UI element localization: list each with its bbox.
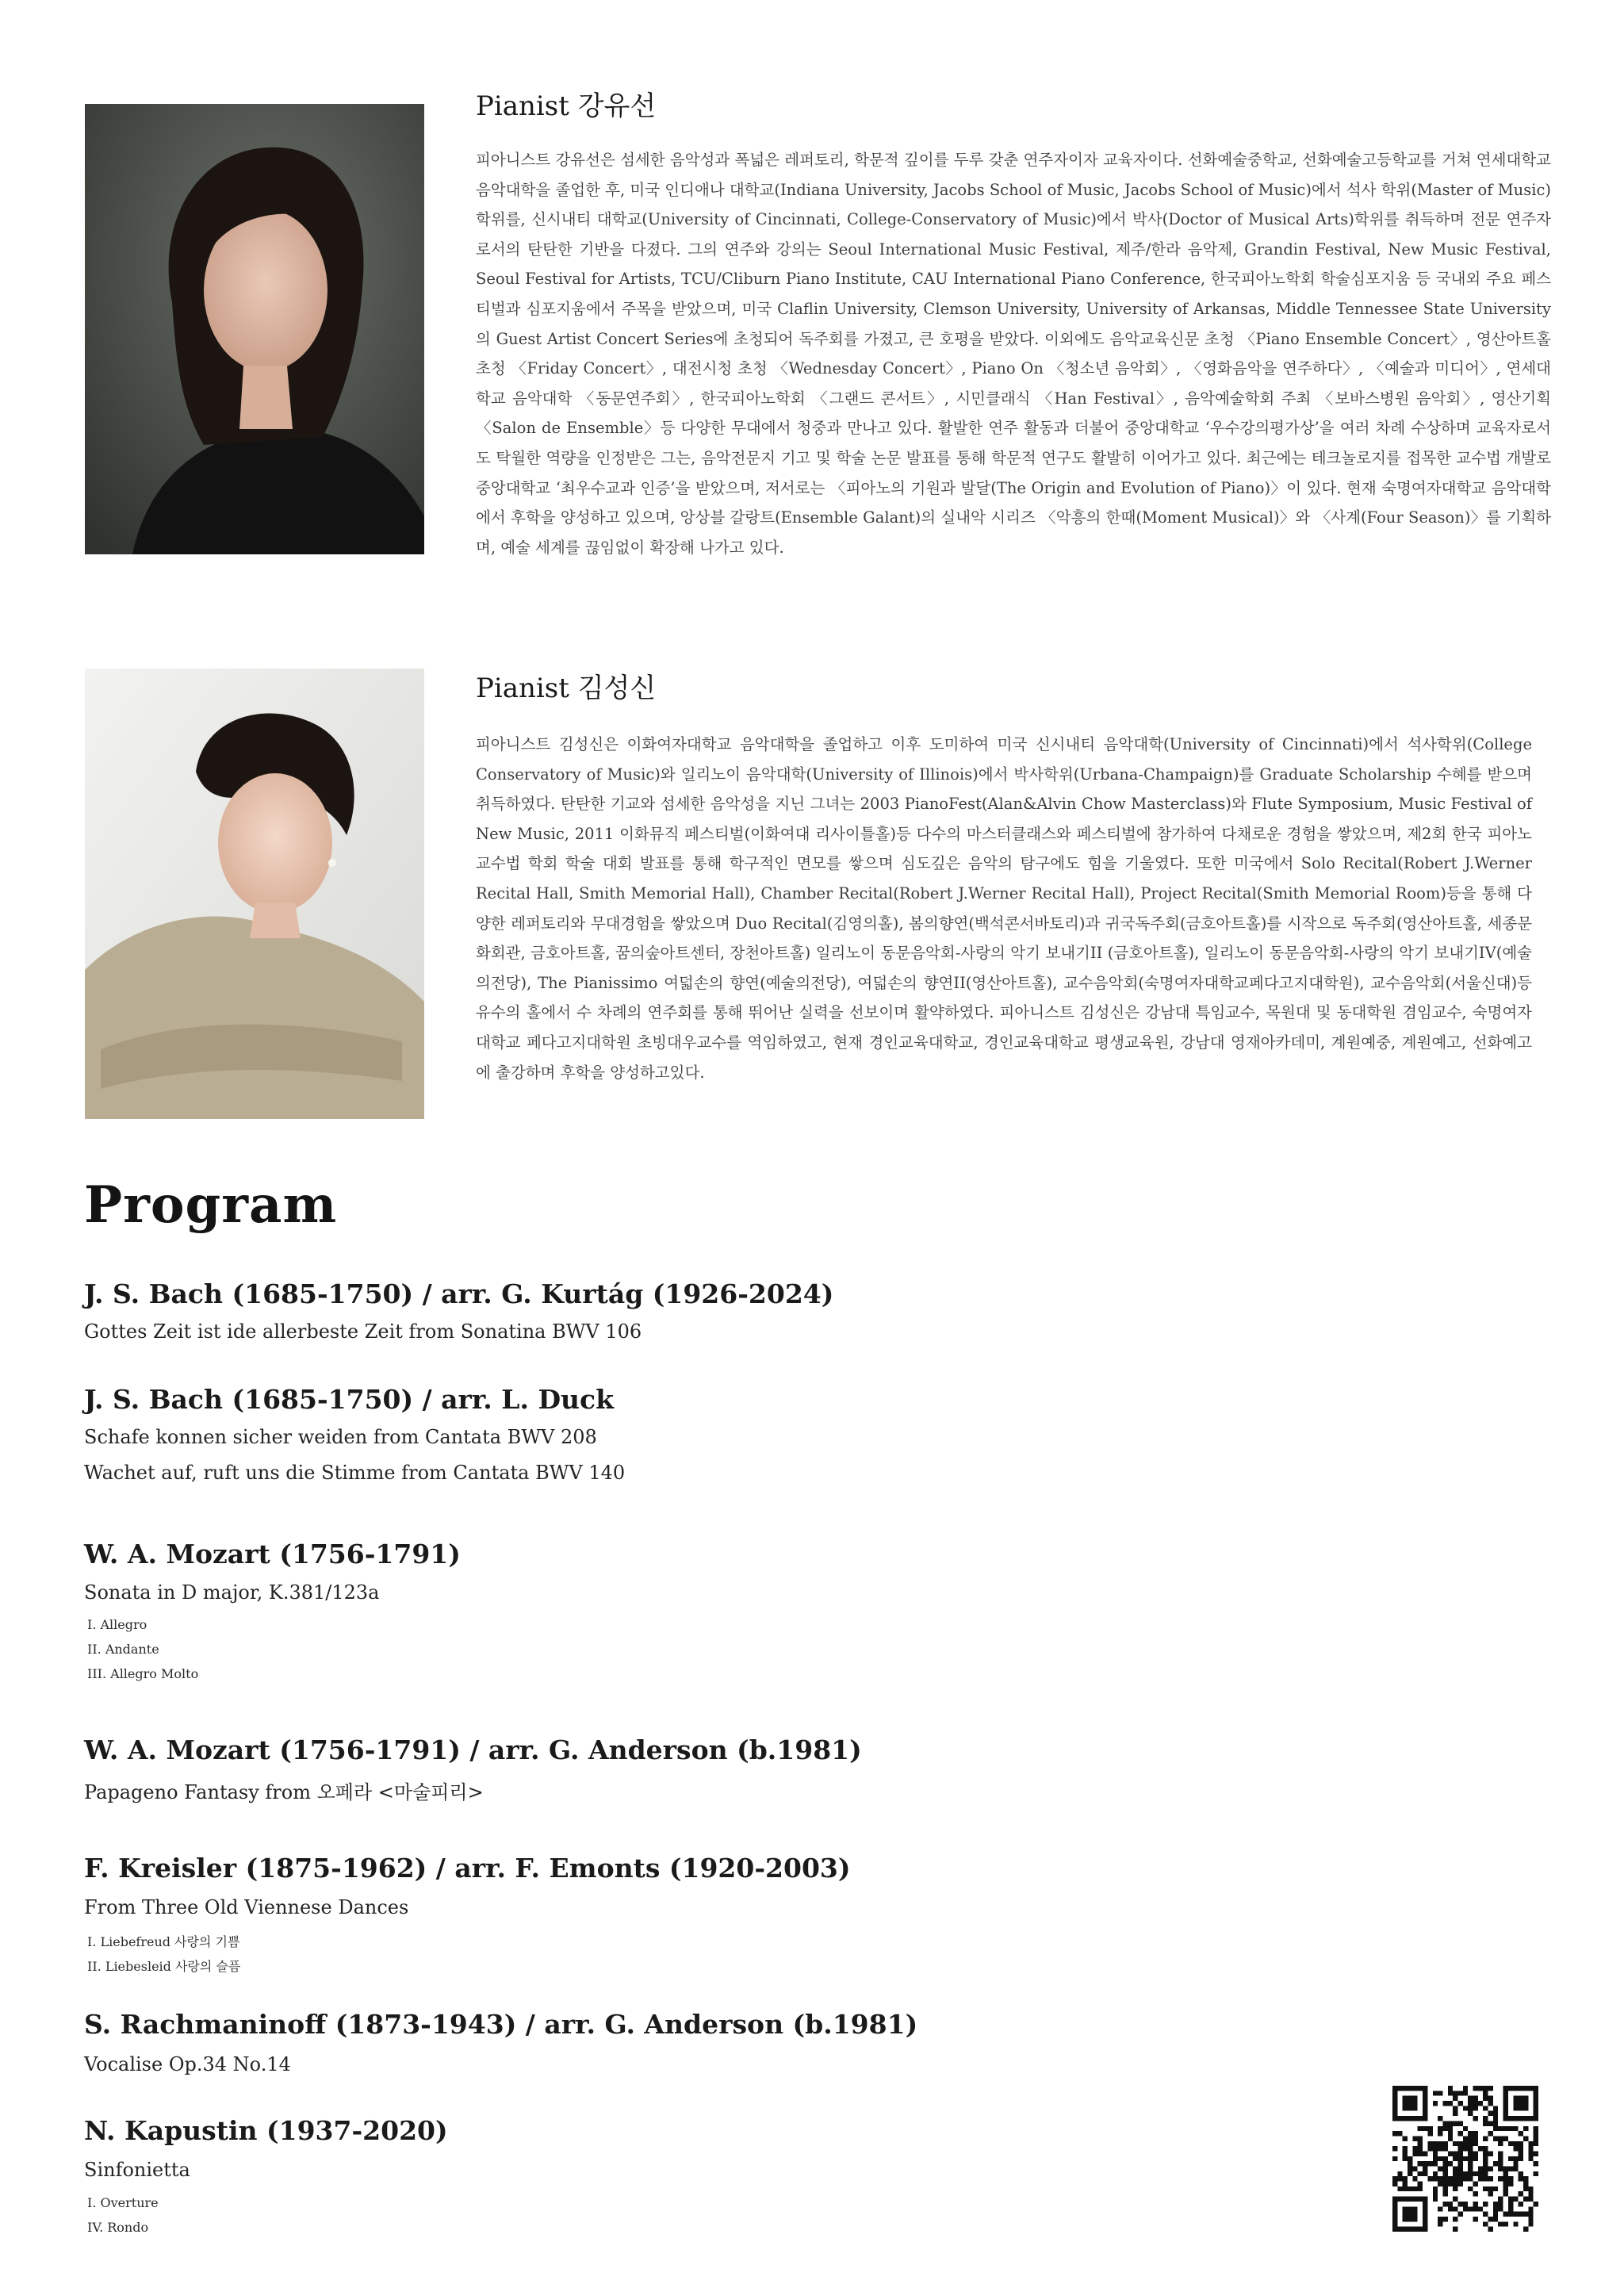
piece-work: Schafe konnen sicher weiden from Cantata BWV 208 [84,1426,597,1448]
piece-movement: II. Liebesleid 사랑의 슬픔 [87,1959,241,1974]
performer-name-kang: Pianist 강유선 [476,90,657,122]
piece-work: Wachet auf, ruft uns die Stimme from Cantata BWV 140 [84,1462,626,1484]
piece-work: Gottes Zeit ist ide allerbeste Zeit from Sonatina BWV 106 [84,1320,642,1343]
piece-composer: J. S. Bach (1685-1750) / arr. G. Kurtág (1926-2024) [84,1278,834,1309]
program-title: Program [84,1175,338,1235]
piece-composer: W. A. Mozart (1756-1791) / arr. G. Anderson (b.1981) [84,1734,862,1765]
piece-work: Sonata in D major, K.381/123a [84,1581,380,1604]
piece-work: Papageno Fantasy from 오페라 <마술피리> [84,1781,484,1803]
performer-bio-kang: 피아니스트 강유선은 섬세한 음악성과 폭넓은 레퍼토리, 학문적 깊이를 두루 갖춘 연주자이자 교육자이다. 선화예술중학교, 선화예술고등학교를 거쳐 연세대학교 음악대학을 졸업한 후, 미국 인디애나 대학교(Indiana University, Jacobs School of Music, Jacobs School of Music)에서 석사 학위(Master of Music)학위를, 신시내티 대학교(University of Cincinnati, College-Conservatory of Music)에서 박사(Doctor of Musical Arts)학위를 취득하며 전문 연주자로서의 탄탄한 기반을 다졌다. 그의 연주와 강의는 Seoul International Music Festival, 제주/한라 음악제, Grandin Festival, New Music Festival, Seoul Festival for Artists, TCU/Cliburn Piano Institute, CAU International Piano Conference, 한국피아노학회 학술심포지움 등 국내외 주요 페스티벌과 심포지움에서 주목을 받았으며, 미국 Claflin University, Clemson University, University of Arkansas, Middle Tennessee State University의 Guest Artist Concert Series에 초청되어 독주회를 가졌고, 큰 호평을 받았다. 이외에도 음악교육신문 초청 〈Piano Ensemble Concert〉, 영산아트홀 초청 〈Friday Concert〉, 대전시청 초청 〈Wednesday Concert〉, Piano On 〈청소년 음악회〉, 〈영화음악을 연주하다〉, 〈예술과 미디어〉, 연세대학교 음악대학 〈동문연주회〉, 한국피아노학회 〈그랜드 콘서트〉, 시민클래식 〈Han Festival〉, 음악예술학회 주최 〈보바스병원 음악회〉, 영산기획 〈Salon de Ensemble〉등 다양한 무대에서 청중과 만나고 있다. 활발한 연주 활동과 더불어 중앙대학교 ‘우수강의평가상’을 여러 차례 수상하며 교육자로서도 탁월한 역량을 인정받은 그는, 음악전문지 기고 및 학술 논문 발표를 통해 학문적 연구도 활발히 이어가고 있다. 최근에는 테크놀로지를 접목한 교수법 개발로 중앙대학교 ‘최우수교과 인증’을 받았으며, 저서로는 〈피아노의 기원과 발달(The Origin and Evolution of Piano)〉이 있다. 현재 숙명여자대학교 음악대학에서 후학을 양성하고 있으며, 앙상블 갈랑트(Ensemble Galant)의 실내악 시리즈 〈악흥의 한때(Moment Musical)〉와 〈사계(Four Season)〉를 기획하며, 예술 세계를 끊임없이 확장해 나가고 있다. [476,151,1551,557]
qr-code-icon[interactable] [1392,2086,1538,2232]
piece-work: From Three Old Viennese Dances [84,1896,409,1918]
piece-work: Sinfonietta [84,2159,190,2181]
performer-bio-kim: 피아니스트 김성신은 이화여자대학교 음악대학을 졸업하고 이후 도미하여 미국 신시내티 음악대학(University of Cincinnati)에서 석사학위(College Conservatory of Music)와 일리노이 음악대학(University of Illinois)에서 박사학위(Urbana-Champaign)를 Graduate Scholarship 수혜를 받으며 취득하였다. 탄탄한 기교와 섬세한 음악성을 지닌 그녀는 2003 PianoFest(Alan&Alvin Chow Masterclass)와 Flute Symposium, Music Festival of New Music, 2011 이화뮤직 페스티벌(이화여대 리사이틀홀)등 다수의 마스터클래스와 페스티벌에 참가하여 다채로운 경험을 쌓았으며, 제2회 한국 피아노 교수법 학회 학술 대회 발표를 통해 학구적인 면모를 쌓으며 심도깊은 음악의 탐구에도 힘을 기울였다. 또한 미국에서 Solo Recital(Robert J.Werner Recital Hall, Smith Memorial Hall), Chamber Recital(Robert J.Werner Recital Hall), Project Recital(Smith Memorial Room)등을 통해 다양한 레퍼토리와 무대경험을 쌓았으며 Duo Recital(김영의홀), 봄의향연(백석콘서바토리)과 귀국독주회(금호아트홀)를 시작으로 독주회(영산아트홀, 세종문화회관, 금호아트홀, 꿈의숲아트센터, 장천아트홀) 일리노이 동문음악회-사랑의 악기 보내기II (금호아트홀), 일리노이 동문음악회-사랑의 악기 보내기IV(예술의전당), The Pianissimo 여덟손의 향연(예술의전당), 여덟손의 향연II(영산아트홀), 교수음악회(숙명여자대학교페다고지대학원), 교수음악회(서울신대)등 유수의 홀에서 수 차례의 연주회를 통해 뛰어난 실력을 선보이며 활약하였다. 피아니스트 김성신은 강남대 특임교수, 목원대 및 동대학원 겸임교수, 숙명여자대학교 페다고지대학원 초빙대우교수를 역임하였고, 현재 경인교육대학교, 경인교육대학교 평생교육원, 강남대 영재아카데미, 계원예중, 계원예고, 선화예고에 출강하며 후학을 양성하고있다. [476,735,1532,1082]
piece-composer: N. Kapustin (1937-2020) [84,2115,448,2146]
piece-composer: W. A. Mozart (1756-1791) [84,1539,461,1569]
piece-movement: IV. Rondo [87,2220,149,2235]
performer-photo-kim [85,669,424,1119]
piece-movement: II. Andante [87,1642,159,1657]
piece-movement: I. Allegro [87,1617,147,1632]
piece-movement: I. Overture [87,2195,159,2210]
piece-composer: J. S. Bach (1685-1750) / arr. L. Duck [84,1384,615,1415]
piece-work: Vocalise Op.34 No.14 [84,2053,291,2075]
piece-composer: S. Rachmaninoff (1873-1943) / arr. G. Anderson (b.1981) [84,2009,918,2040]
piece-movement: I. Liebefreud 사랑의 기쁨 [87,1934,240,1949]
piece-movement: III. Allegro Molto [87,1666,199,1681]
performer-photo-kang [85,104,424,554]
performer-name-kim: Pianist 김성신 [476,673,657,704]
piece-composer: F. Kreisler (1875-1962) / arr. F. Emonts (1920-2003) [84,1853,851,1884]
